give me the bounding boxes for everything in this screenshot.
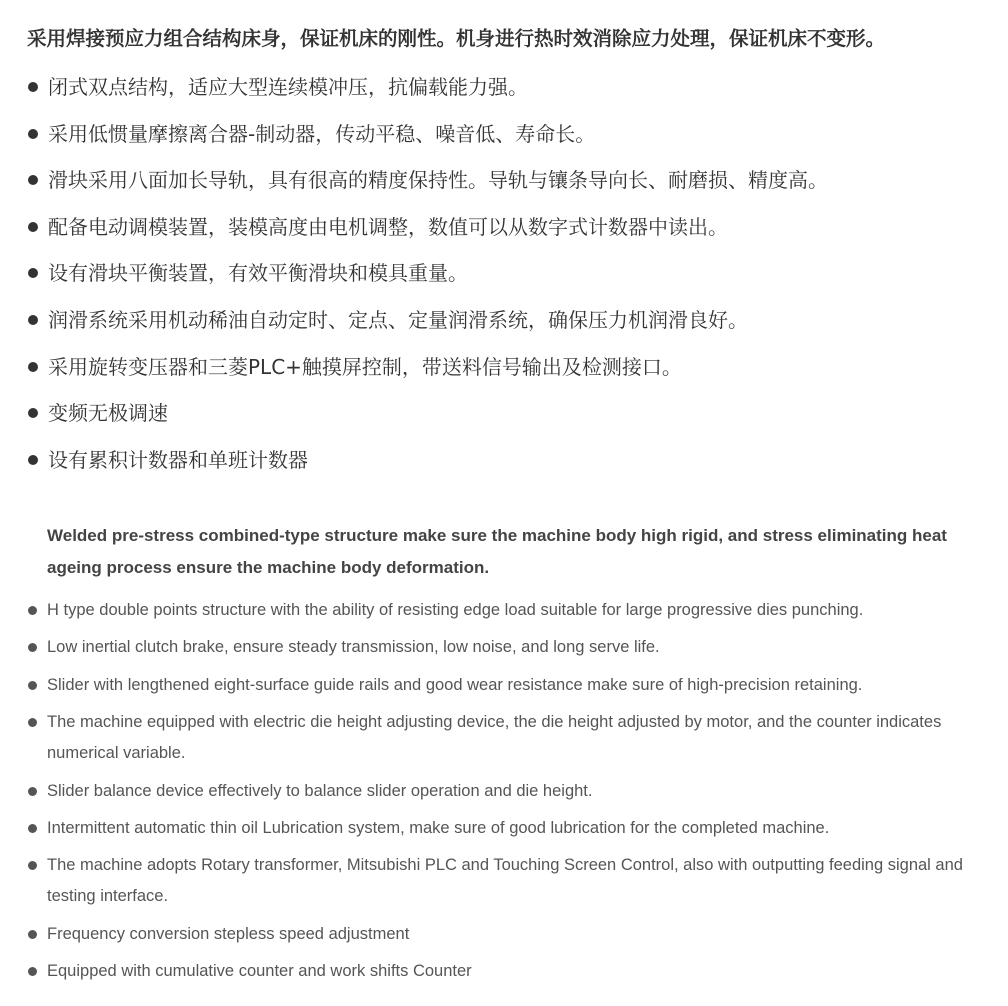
list-item-text: 设有累积计数器和单班计数器 — [48, 447, 308, 472]
list-item — [24, 398, 1004, 445]
bullet-dot-icon — [28, 787, 37, 796]
list-item — [24, 445, 1004, 492]
list-item — [24, 850, 999, 912]
list-item-text: 设有滑块平衡装置，有效平衡滑块和模具重量。 — [48, 261, 468, 286]
english-feature-list — [24, 595, 999, 994]
list-item-text: Slider balance device effectively to balance slider operation and die height. — [47, 781, 593, 800]
chinese-heading: 采用焊接预应力组合结构床身，保证机床的刚性。机身进行热时效消除应力处理，保证机床不变形。 — [27, 27, 886, 50]
list-item — [24, 595, 999, 626]
bullet-dot-icon — [28, 222, 38, 232]
bullet-dot-icon — [28, 718, 37, 727]
bullet-dot-icon — [28, 681, 37, 690]
list-item-text: Equipped with cumulative counter and work shifts Counter — [47, 962, 472, 981]
list-item-text: The machine equipped with electric die height adjusting device, the die height adjusted by motor, and the counter indicates numerical variable. — [47, 713, 942, 763]
list-item — [24, 707, 999, 769]
list-item-text: 采用低惯量摩擦离合器-制动器，传动平稳、噪音低、寿命长。 — [48, 121, 596, 146]
bullet-dot-icon — [28, 408, 38, 418]
list-item — [24, 258, 1004, 305]
list-item-text: 滑块采用八面加长导轨，具有很高的精度保持性。导轨与镶条导向长、耐磨损、精度高。 — [48, 168, 828, 193]
list-item-text: Slider with lengthened eight-surface guide rails and good wear resistance make sure of high-precision retaining. — [47, 675, 863, 694]
bullet-dot-icon — [28, 967, 37, 976]
list-item-text: 配备电动调模装置，装模高度由电机调整，数值可以从数字式计数器中读出。 — [48, 214, 728, 239]
list-item-text: Intermittent automatic thin oil Lubrication system, make sure of good lubrication for the completed machine. — [47, 818, 830, 837]
list-item — [24, 305, 1004, 352]
bullet-dot-icon — [28, 930, 37, 939]
chinese-feature-list — [24, 72, 1004, 491]
list-item-text: 采用旋转变压器和三菱PLC+触摸屏控制，带送料信号输出及检测接口。 — [48, 354, 682, 379]
bullet-dot-icon — [28, 861, 37, 870]
bullet-dot-icon — [28, 362, 38, 372]
bullet-dot-icon — [28, 268, 38, 278]
list-item-text: H type double points structure with the ability of resisting edge load suitable for large progressive dies punching. — [47, 601, 864, 619]
list-item — [24, 352, 1004, 399]
list-item — [24, 72, 1004, 119]
list-item — [24, 776, 999, 807]
english-heading: Welded pre-stress combined-type structure make sure the machine body high rigid, and stress eliminating heat ageing process ensure the machine body deformation. — [47, 526, 947, 577]
list-item — [24, 956, 999, 987]
bullet-dot-icon — [28, 643, 37, 652]
list-item-text: Frequency conversion stepless speed adjustment — [47, 924, 410, 943]
list-item-text: 闭式双点结构，适应大型连续模冲压，抗偏载能力强。 — [48, 75, 528, 99]
bullet-dot-icon — [28, 175, 38, 185]
list-item — [24, 119, 1004, 166]
list-item — [24, 212, 1004, 259]
list-item — [24, 919, 999, 950]
list-item-text: 润滑系统采用机动稀油自动定时、定点、定量润滑系统，确保压力机润滑良好。 — [48, 307, 748, 332]
bullet-dot-icon — [28, 606, 37, 615]
bullet-dot-icon — [28, 82, 38, 92]
list-item — [24, 670, 999, 701]
list-item-text: The machine adopts Rotary transformer, Mitsubishi PLC and Touching Screen Control, also with outputting feeding signal and testing interface. — [47, 856, 963, 906]
list-item-text: 变频无极调速 — [48, 401, 168, 426]
bullet-dot-icon — [28, 455, 38, 465]
list-item-text: Low inertial clutch brake, ensure steady transmission, low noise, and long serve life. — [47, 638, 660, 657]
bullet-dot-icon — [28, 824, 37, 833]
list-item — [24, 632, 999, 663]
bullet-dot-icon — [28, 129, 38, 139]
bullet-dot-icon — [28, 315, 38, 325]
list-item — [24, 165, 1004, 212]
list-item — [24, 813, 999, 844]
